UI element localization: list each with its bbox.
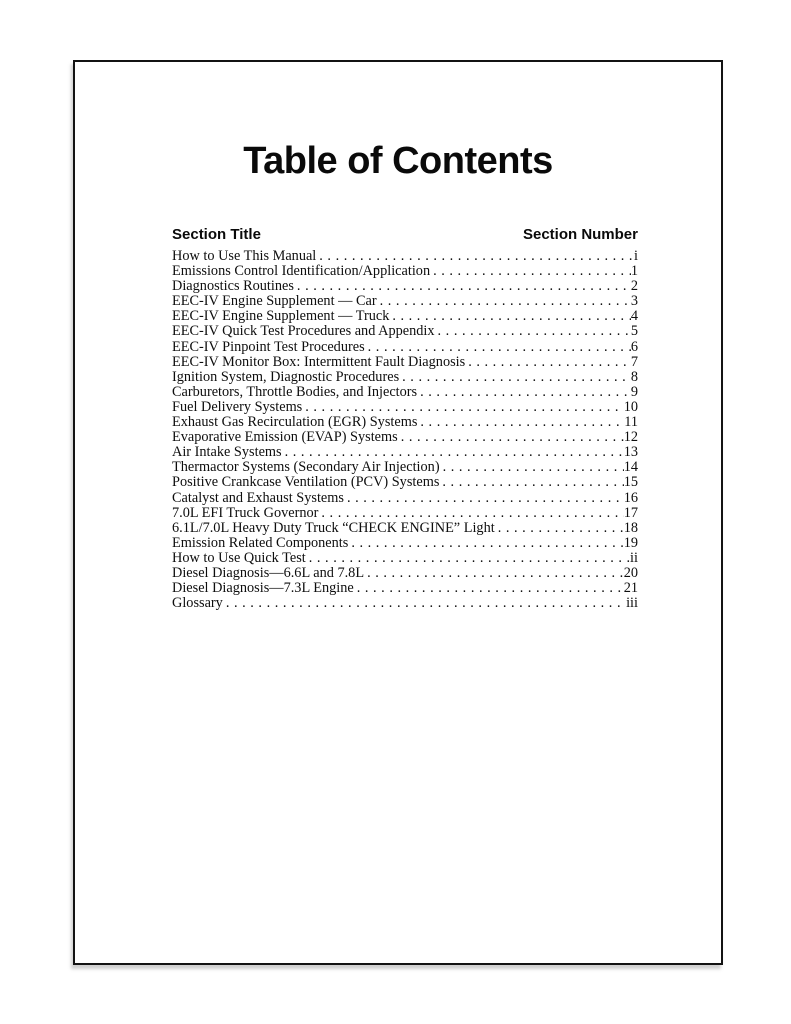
toc-entry-number: 13 [623,444,638,461]
toc-entry [172,566,638,581]
dot-leader [438,324,631,339]
toc-entry-title: Positive Crankcase Ventilation (PCV) Systems [172,474,440,491]
dot-leader [285,445,624,460]
dot-leader [401,430,624,445]
column-headers [172,226,638,243]
toc-entry-number: iii [626,595,638,612]
toc-entry-title: EEC-IV Monitor Box: Intermittent Fault Diagnosis [172,353,466,370]
toc-entry-number: 4 [630,308,638,325]
toc-entry [172,340,638,355]
toc-entry-number: 3 [630,293,638,310]
toc-entry-title: EEC-IV Engine Supplement — Car [172,293,377,310]
page-frame [73,60,723,965]
dot-leader [351,536,623,551]
column-header-section-number: Section Number [522,226,638,243]
dot-leader [305,400,623,415]
toc-list [172,249,638,611]
toc-entry-title: Air Intake Systems [172,444,282,461]
dot-leader [309,551,630,566]
toc-entry-title: Evaporative Emission (EVAP) Systems [172,429,398,446]
toc-entry-title: Carburetors, Throttle Bodies, and Injectors [172,383,418,400]
toc-entry [172,430,638,445]
toc-entry-number: 8 [630,368,638,385]
toc-entry-number: 1 [630,263,638,280]
toc-entry-title: EEC-IV Pinpoint Test Procedures [172,338,365,355]
toc-entry [172,506,638,521]
dot-leader [433,264,631,279]
toc-entry [172,415,638,430]
toc-entry-number: 7 [630,353,638,370]
toc-entry-title: 7.0L EFI Truck Governor [172,504,319,521]
dot-leader [420,415,624,430]
toc-entry-title: 6.1L/7.0L Heavy Duty Truck “CHECK ENGINE” Light [172,519,495,536]
toc-entry [172,521,638,536]
toc-entry-number: 6 [630,338,638,355]
toc-entry [172,536,638,551]
toc-entry [172,460,638,475]
toc-entry [172,581,638,596]
toc-entry-number: i [634,248,638,264]
toc-entry [172,400,638,415]
toc-entry-title: Ignition System, Diagnostic Procedures [172,368,400,385]
toc-entry-title: How to Use This Manual [172,248,317,264]
toc-entry-title: Thermactor Systems (Secondary Air Injection) [172,459,440,476]
dot-leader [468,355,631,370]
toc-entry [172,370,638,385]
toc-entry [172,355,638,370]
toc-entry [172,445,638,460]
toc-entry-title: Emission Related Components [172,534,349,551]
toc-entry-number: 18 [623,519,638,536]
dot-leader [392,309,630,324]
toc-entry [172,294,638,309]
toc-entry-number: 9 [630,383,638,400]
toc-entry [172,475,638,490]
dot-leader [297,279,631,294]
dot-leader [226,596,626,611]
page-title: Table of Contents [243,140,553,182]
dot-leader [319,249,634,264]
toc-entry-title: EEC-IV Quick Test Procedures and Appendix [172,323,435,340]
toc-entry [172,491,638,506]
toc-entry-number: 10 [623,398,638,415]
toc-entry-number: 12 [623,429,638,446]
toc-entry-title: Diesel Diagnosis—6.6L and 7.8L [172,564,365,581]
toc-entry-title: Exhaust Gas Recirculation (EGR) Systems [172,414,418,431]
dot-leader [498,521,624,536]
dot-leader [357,581,624,596]
toc-entry-number: 15 [623,474,638,491]
toc-entry-title: Catalyst and Exhaust Systems [172,489,344,506]
toc-entry-number: 17 [623,504,638,521]
toc-entry [172,596,638,611]
toc-entry-title: Diesel Diagnosis—7.3L Engine [172,580,354,597]
dot-leader [367,566,624,581]
toc-entry-number: 2 [630,278,638,295]
toc-entry [172,324,638,339]
dot-leader [347,491,624,506]
dot-leader [402,370,631,385]
toc-entry [172,385,638,400]
toc-entry [172,279,638,294]
toc-entry-title: EEC-IV Engine Supplement — Truck [172,308,390,325]
dot-leader [368,340,631,355]
toc-entry-title: How to Use Quick Test [172,549,306,566]
toc-entry-number: 16 [623,489,638,506]
toc-entry-number: ii [630,549,638,566]
dot-leader [420,385,631,400]
toc-entry [172,264,638,279]
toc-entry-title: Fuel Delivery Systems [172,398,303,415]
dot-leader [380,294,631,309]
toc-entry-number: 11 [624,414,638,431]
toc-entry-title: Diagnostics Routines [172,278,294,295]
toc-entry-number: 20 [623,564,638,581]
dot-leader [442,475,623,490]
toc-entry-title: Emissions Control Identification/Application [172,263,431,280]
toc-entry [172,309,638,324]
toc-entry-title: Glossary [172,595,223,612]
toc-entry [172,551,638,566]
toc-entry-number: 5 [630,323,638,340]
column-header-section-title: Section Title [172,226,261,243]
dot-leader [443,460,624,475]
toc-entry [172,249,638,264]
toc-entry-number: 19 [623,534,638,551]
dot-leader [321,506,623,521]
toc-entry-number: 14 [623,459,638,476]
toc-entry-number: 21 [623,580,638,597]
